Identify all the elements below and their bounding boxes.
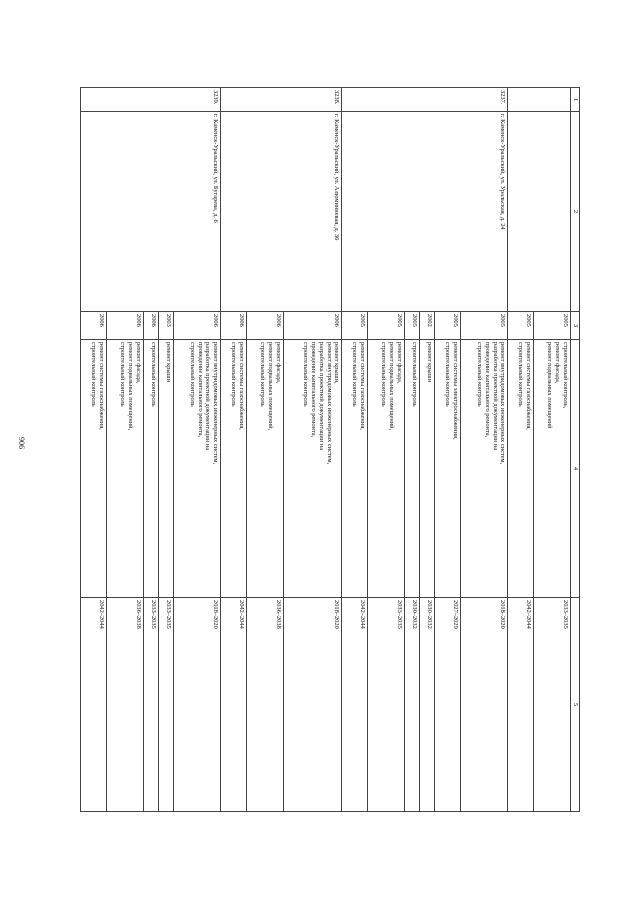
work-type-line: ремонт подвальных помещений — [546, 342, 554, 429]
work-types-cell — [404, 340, 419, 598]
building-address: г. Каменск-Уральский, ул. Уральская, д. 24 — [342, 112, 508, 312]
year-cell: 2005 — [508, 312, 534, 340]
work-type-line: ремонт подвальных помещений, — [267, 342, 275, 431]
work-type-line: строительный контроль — [119, 342, 127, 407]
period-cell: 2033–2035 — [158, 598, 173, 812]
header-col-4: 4 — [571, 340, 580, 598]
year-cell: 2006 — [143, 312, 158, 340]
work-type-line: строительный контроль — [90, 342, 98, 407]
period-cell: 2018–2020 — [173, 598, 221, 812]
work-type-line: строительный контроль — [475, 342, 483, 407]
year-cell: 2003 — [158, 312, 173, 340]
work-type-line: ремонт фасада, — [274, 342, 282, 384]
work-type-line: ремонт фасада, — [134, 342, 142, 384]
header-col-2: 2 — [571, 112, 580, 312]
header-col-5: 5 — [571, 598, 580, 812]
work-types-cell — [368, 340, 405, 598]
row-number — [508, 88, 571, 112]
period-cell: 2042–2044 — [508, 598, 534, 812]
work-type-line: ремонт системы газоснабжения, — [359, 342, 367, 430]
work-type-line: ремонт подвальных помещений, — [126, 342, 134, 431]
period-cell: 2033–2035 — [143, 598, 158, 812]
table-header-row — [571, 88, 580, 812]
year-cell: 2006 — [247, 312, 284, 340]
work-type-line: строительный контроль — [259, 342, 267, 407]
work-types-cell — [173, 340, 221, 598]
work-type-line: строительный контроль, — [562, 342, 569, 409]
work-types-cell — [419, 340, 434, 598]
work-type-line: ремонт системы газоснабжения, — [525, 342, 533, 430]
period-cell: 2042–2044 — [342, 598, 368, 812]
year-cell: 2006 — [173, 312, 221, 340]
work-type-line: проведение капитального ремонта, — [483, 342, 491, 438]
work-type-line: проведение капитального ремонта, — [196, 342, 204, 438]
period-cell: 2018–2020 — [283, 598, 341, 812]
page-number: 906 — [17, 437, 26, 449]
year-cell: 2006 — [106, 312, 143, 340]
work-types-cell — [158, 340, 173, 598]
header-col-1: 1 — [571, 88, 580, 112]
row-number: 3237. — [342, 88, 508, 112]
row-number: 3239. — [81, 88, 221, 112]
building-address: г. Каменск-Уральский, ул. Бугарева, д. 6 — [81, 112, 221, 312]
work-types-cell — [534, 340, 571, 598]
period-cell: 2042–2044 — [81, 598, 107, 812]
repair-schedule-table — [80, 87, 580, 812]
work-types-cell — [106, 340, 143, 598]
work-type-line: ремонт крыши — [164, 342, 172, 383]
header-col-3: 3 — [571, 312, 580, 340]
row-number: 3238. — [221, 88, 342, 112]
work-types-cell — [342, 340, 368, 598]
work-type-line: строительный контроль — [444, 342, 452, 407]
year-cell: 2005 — [368, 312, 405, 340]
building-address: г. Каменск-Уральский, ул. Алюминиевая, д. 36 — [221, 112, 342, 312]
period-cell: 2033–2035 — [368, 598, 405, 812]
work-type-line: строительный контроль — [410, 342, 418, 407]
work-type-line: разработка проектной документации на — [204, 342, 212, 451]
table-body — [81, 88, 571, 812]
year-cell: 2005 — [434, 312, 460, 340]
period-cell: 2018–2020 — [460, 598, 508, 812]
work-type-line: ремонт внутридомовых инженерных систем, — [212, 342, 220, 465]
work-type-line: строительный контроль — [351, 342, 359, 407]
year-cell: 2002 — [419, 312, 434, 340]
work-type-line: ремонт внутридомовых инженерных систем, — [499, 342, 507, 465]
work-type-line: ремонт крыши — [425, 342, 433, 383]
work-types-cell — [143, 340, 158, 598]
work-type-line: ремонт системы электроснабжения, — [451, 342, 459, 440]
table-row — [283, 88, 341, 812]
work-type-line: ремонт подвальных помещений, — [388, 342, 396, 431]
work-type-line: ремонт фасада, — [395, 342, 403, 384]
table-row — [173, 88, 221, 812]
period-cell: 2036–2038 — [247, 598, 284, 812]
table-row — [534, 88, 571, 812]
work-types-cell — [460, 340, 508, 598]
period-cell: 2033–2035 — [534, 598, 571, 812]
work-type-line: ремонт системы газоснабжения, — [238, 342, 246, 430]
year-cell: 2006 — [81, 312, 107, 340]
work-type-line: строительный контроль — [230, 342, 238, 407]
work-type-line: строительный контроль — [188, 342, 196, 407]
building-address — [508, 112, 571, 312]
work-types-cell — [221, 340, 247, 598]
work-types-cell — [283, 340, 341, 598]
work-types-cell — [81, 340, 107, 598]
period-cell: 2042–2044 — [221, 598, 247, 812]
work-type-line: разработка проектной документации на — [491, 342, 499, 451]
work-type-line: ремонт фасада, — [554, 342, 562, 384]
year-cell: 2006 — [283, 312, 341, 340]
work-type-line: ремонт внутридомовых инженерных систем, — [325, 342, 333, 465]
year-cell: 2005 — [460, 312, 508, 340]
work-type-line: ремонт системы газоснабжения, — [97, 342, 105, 430]
work-types-cell — [508, 340, 534, 598]
work-type-line: ремонт крыши, — [333, 342, 341, 384]
work-type-line: строительный контроль — [302, 342, 310, 407]
work-types-cell — [247, 340, 284, 598]
period-cell: 2030–2032 — [419, 598, 434, 812]
period-cell: 2030–2032 — [404, 598, 419, 812]
period-cell: 2027–2029 — [434, 598, 460, 812]
table-row — [460, 88, 508, 812]
year-cell: 2005 — [404, 312, 419, 340]
work-type-line: разработка проектной документации на — [317, 342, 325, 451]
year-cell: 2005 — [342, 312, 368, 340]
work-type-line: проведение капитального ремонта, — [309, 342, 317, 438]
rotated-table-container — [80, 87, 580, 811]
work-type-line: строительный контроль — [380, 342, 388, 407]
period-cell: 2036–2038 — [106, 598, 143, 812]
year-cell: 2005 — [534, 312, 571, 340]
work-types-cell — [434, 340, 460, 598]
work-type-line: строительный контроль — [517, 342, 525, 407]
year-cell: 2006 — [221, 312, 247, 340]
work-type-line: строительный контроль — [149, 342, 157, 407]
